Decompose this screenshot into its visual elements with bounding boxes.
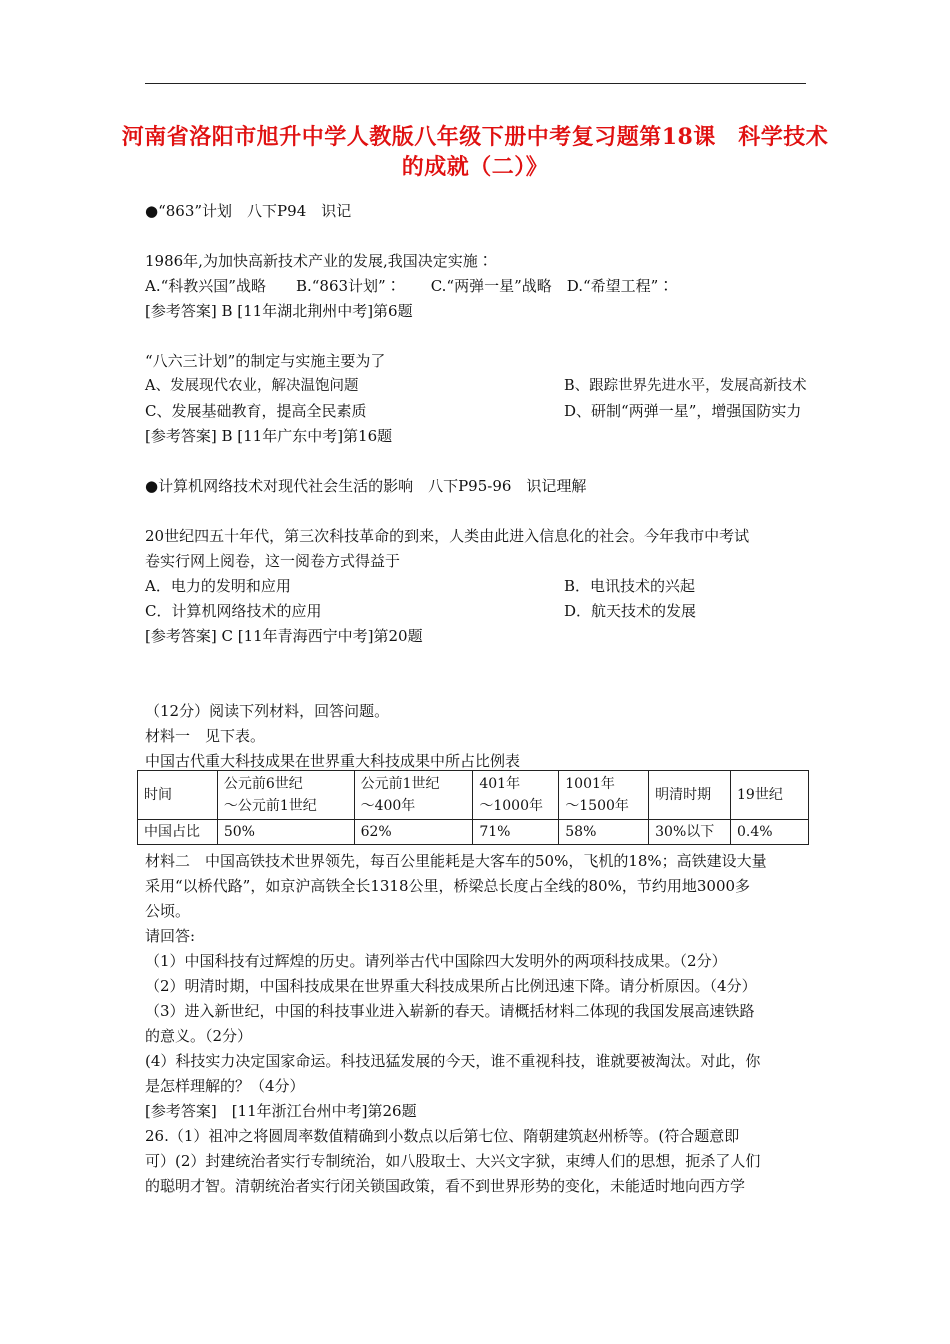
table-cell: 时间 [138,771,218,820]
option-row [145,576,696,596]
table-cell: 50% [217,820,354,845]
option-row [145,601,697,621]
option-d: D、研制“两弹一星”，增强国防实力 [564,402,802,420]
table-caption: 中国古代重大科技成果在世界重大科技成果中所占比例表 [145,752,521,770]
answer-text: 26.（1）祖冲之将圆周率数值精确到小数点以后第七位、隋朝建筑赵州桥等。(符合题意即 [145,1127,740,1145]
option-b: B、跟踪世界先进水平，发展高新技术 [564,378,807,394]
table-cell: 58% [559,820,649,845]
option-d: D．航天技术的发展 [564,602,697,620]
sub-question-4: 是怎样理解的？（4分） [145,1077,305,1095]
sub-question-4: (4）科技实力决定国家命运。科技迅猛发展的今天，谁不重视科技，谁就要被淘汰。对此，你 [145,1052,761,1070]
table-cell: 0.4% [731,820,809,845]
table-cell: 401年 ～1000年 [473,771,559,820]
table-cell: 19世纪 [731,771,809,820]
question-stem: 1986年,为加快高新技术产业的发展,我国决定实施∶ [145,252,493,270]
table-cell: 30%以下 [649,820,731,845]
ask-prompt: 请回答: [145,927,196,945]
sub-question-2: （2）明清时期，中国科技成果在世界重大科技成果所占比例迅速下降。请分析原因。（4分） [145,977,757,995]
table-row [138,820,809,845]
document-title: 河南省洛阳市旭升中学人教版八年级下册中考复习题第18课 科学技术的成就（二）》 [121,124,829,180]
option-c: C．计算机网络技术的应用 [145,602,322,620]
table-cell: 71% [473,820,559,845]
material-two: 公顷。 [145,902,191,920]
answer-text: 可）(2）封建统治者实行专制统治，如八股取士、大兴文字狱，束缚人们的思想，扼杀了人们 [145,1152,761,1170]
table-row [138,771,809,820]
question-options: A.“科教兴国”战略 B.“863计划”∶ C.“两弹一星”战略 D.“希望工程”∶ [145,277,674,295]
section-heading-863: ●“863”计划 八下P94 识记 [145,202,352,220]
answer-text: 的聪明才智。清朝统治者实行闭关锁国政策，看不到世界形势的变化，未能适时地向西方学 [145,1177,746,1195]
ratio-table [137,770,809,845]
answer-reference: [参考答案] [11年浙江台州中考]第26题 [145,1102,417,1120]
answer-reference: [参考答案] B [11年湖北荆州中考]第6题 [145,302,413,320]
question-stem: 卷实行网上阅卷，这一阅卷方式得益于 [145,552,401,570]
sub-question-3: （3）进入新世纪，中国的科技事业进入崭新的春天。请概括材料二体现的我国发展高速铁路 [145,1002,755,1020]
answer-reference: [参考答案] C [11年青海西宁中考]第20题 [145,627,423,645]
option-a: A、发展现代农业，解决温饱问题 [145,378,359,394]
table-cell: 中国占比 [138,820,218,845]
option-c: C、发展基础教育，提高全民素质 [145,402,367,420]
table-cell: 1001年 ～1500年 [559,771,649,820]
answer-reference: [参考答案] B [11年广东中考]第16题 [145,427,393,445]
table-cell: 明清时期 [649,771,731,820]
material-one: 材料一 见下表。 [145,727,266,745]
option-row [145,376,807,396]
question-stem: 20世纪四五十年代，第三次科技革命的到来，人类由此进入信息化的社会。今年我市中考试 [145,527,750,545]
material-two: 采用“以桥代路”，如京沪高铁全长1318公里，桥梁总长度占全线的80%，节约用地3000多 [145,877,751,895]
question-intro: （12分）阅读下列材料，回答问题。 [145,702,390,720]
section-heading-network: ●计算机网络技术对现代社会生活的影响 八下P95-96 识记理解 [145,477,587,495]
question-stem: “八六三计划”的制定与实施主要为了 [145,352,386,370]
sub-question-3: 的意义。（2分） [145,1027,253,1045]
material-two: 材料二 中国高铁技术世界领先，每百公里能耗是大客车的50%，飞机的18%；高铁建设大量 [145,852,767,870]
option-b: B．电讯技术的兴起 [564,577,696,595]
table-cell: 62% [354,820,473,845]
table-cell: 公元前1世纪 ～400年 [354,771,473,820]
option-a: A．电力的发明和应用 [145,577,291,595]
option-row [145,401,802,421]
header-rule [145,83,806,84]
table-cell: 公元前6世纪 ～公元前1世纪 [217,771,354,820]
sub-question-1: （1）中国科技有过辉煌的历史。请列举古代中国除四大发明外的两项科技成果。（2分） [145,952,727,970]
